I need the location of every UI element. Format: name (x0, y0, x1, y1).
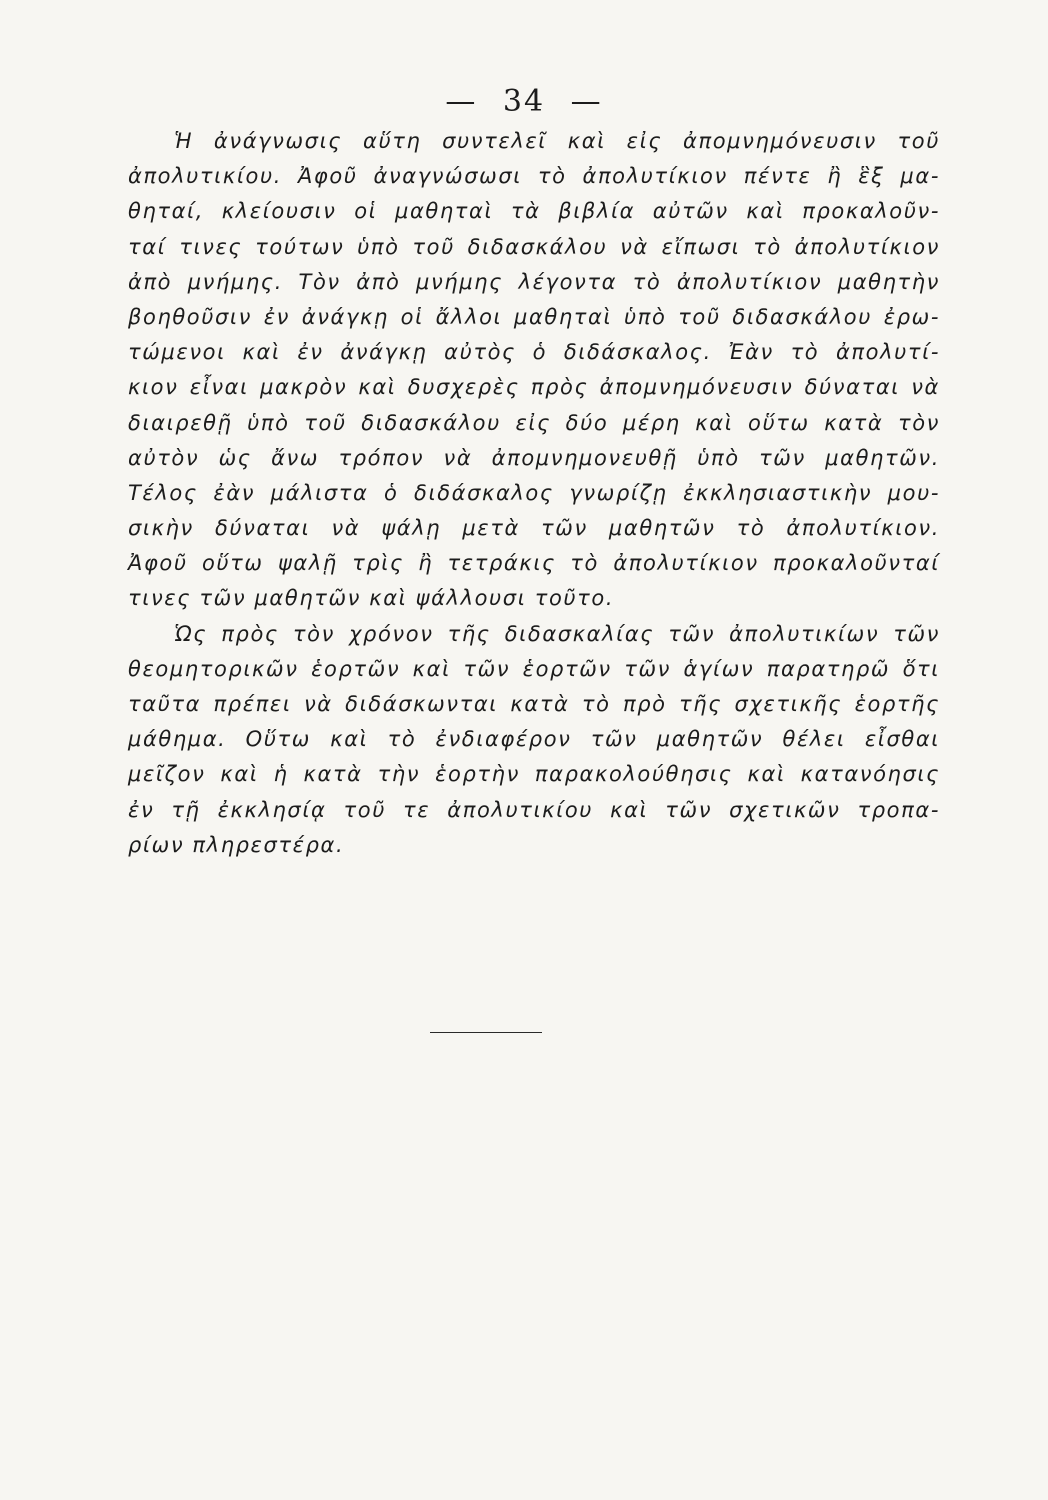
page-number-dash-right: — (570, 84, 603, 119)
text-line: ἀπὸ μνήμης. Τὸν ἀπὸ μνήμης λέγοντα τὸ ἀπολυτίκιον μαθητὴν (128, 269, 940, 294)
text-line: σικὴν δύναται νὰ ψάλῃ μετὰ τῶν μαθητῶν τὸ ἀπολυτίκιον. (128, 516, 940, 541)
text-line: ταί τινες τούτων ὑπὸ τοῦ διδασκάλου νὰ εἴπωσι τὸ ἀπολυτίκιον (128, 234, 940, 259)
page-number-value: 34 (502, 84, 546, 119)
text-line: Ἀφοῦ οὕτω ψαλῇ τρὶς ἢ τετράκις τὸ ἀπολυτίκιον προκαλοῦνταί (128, 551, 940, 576)
text-line: βοηθοῦσιν ἐν ἀνάγκῃ οἱ ἄλλοι μαθηταὶ ὑπὸ τοῦ διδασκάλου ἐρω- (128, 304, 940, 329)
section-divider-rule (430, 1032, 542, 1033)
text-line: μάθημα. Οὕτω καὶ τὸ ἐνδιαφέρον τῶν μαθητῶν θέλει εἶσθαι (128, 727, 940, 752)
text-line: ἀπολυτικίου. Ἀφοῦ ἀναγνώσωσι τὸ ἀπολυτίκιον πέντε ἢ ἓξ μα- (128, 164, 940, 189)
text-line: τώμενοι καὶ ἐν ἀνάγκῃ αὐτὸς ὁ διδάσκαλος. Ἐὰν τὸ ἀπολυτί- (128, 340, 940, 365)
text-line: θηταί, κλείουσιν οἱ μαθηταὶ τὰ βιβλία αὐτῶν καὶ προκαλοῦν- (128, 199, 940, 224)
text-line: μεῖζον καὶ ἡ κατὰ τὴν ἑορτὴν παρακολούθησις καὶ κατανόησις (128, 762, 940, 787)
page-number (0, 84, 1048, 119)
text-line: κιον εἶναι μακρὸν καὶ δυσχερὲς πρὸς ἀπομνημόνευσιν δύναται νὰ (128, 375, 940, 400)
text-line: διαιρεθῇ ὑπὸ τοῦ διδασκάλου εἰς δύο μέρη καὶ οὕτω κατὰ τὸν (128, 410, 940, 435)
text-line: τινες τῶν μαθητῶν καὶ ψάλλουσι τοῦτο. (128, 586, 615, 611)
text-line: ταῦτα πρέπει νὰ διδάσκωνται κατὰ τὸ πρὸ τῆς σχετικῆς ἑορτῆς (128, 692, 940, 716)
body-text (128, 124, 940, 863)
text-line: ρίων πληρεστέρα. (128, 832, 345, 857)
text-line: Ὡς πρὸς τὸν χρόνον τῆς διδασκαλίας τῶν ἀπολυτικίων τῶν (174, 621, 940, 646)
text-line: θεομητορικῶν ἑορτῶν καὶ τῶν ἑορτῶν τῶν ἁγίων παρατηρῶ ὅτι (128, 656, 940, 681)
page-number-dash-left: — (445, 84, 478, 119)
text-line: αὐτὸν ὡς ἄνω τρόπον νὰ ἀπομνημονευθῇ ὑπὸ τῶν μαθητῶν. (128, 445, 940, 470)
text-line: ἐν τῇ ἐκκλησίᾳ τοῦ τε ἀπολυτικίου καὶ τῶν σχετικῶν τροπα- (128, 797, 940, 822)
text-line: Τέλος ἐὰν μάλιστα ὁ διδάσκαλος γνωρίζῃ ἐκκλησιαστικὴν μου- (128, 480, 940, 505)
text-line: Ἡ ἀνάγνωσις αὕτη συντελεῖ καὶ εἰς ἀπομνημόνευσιν τοῦ (174, 129, 940, 153)
